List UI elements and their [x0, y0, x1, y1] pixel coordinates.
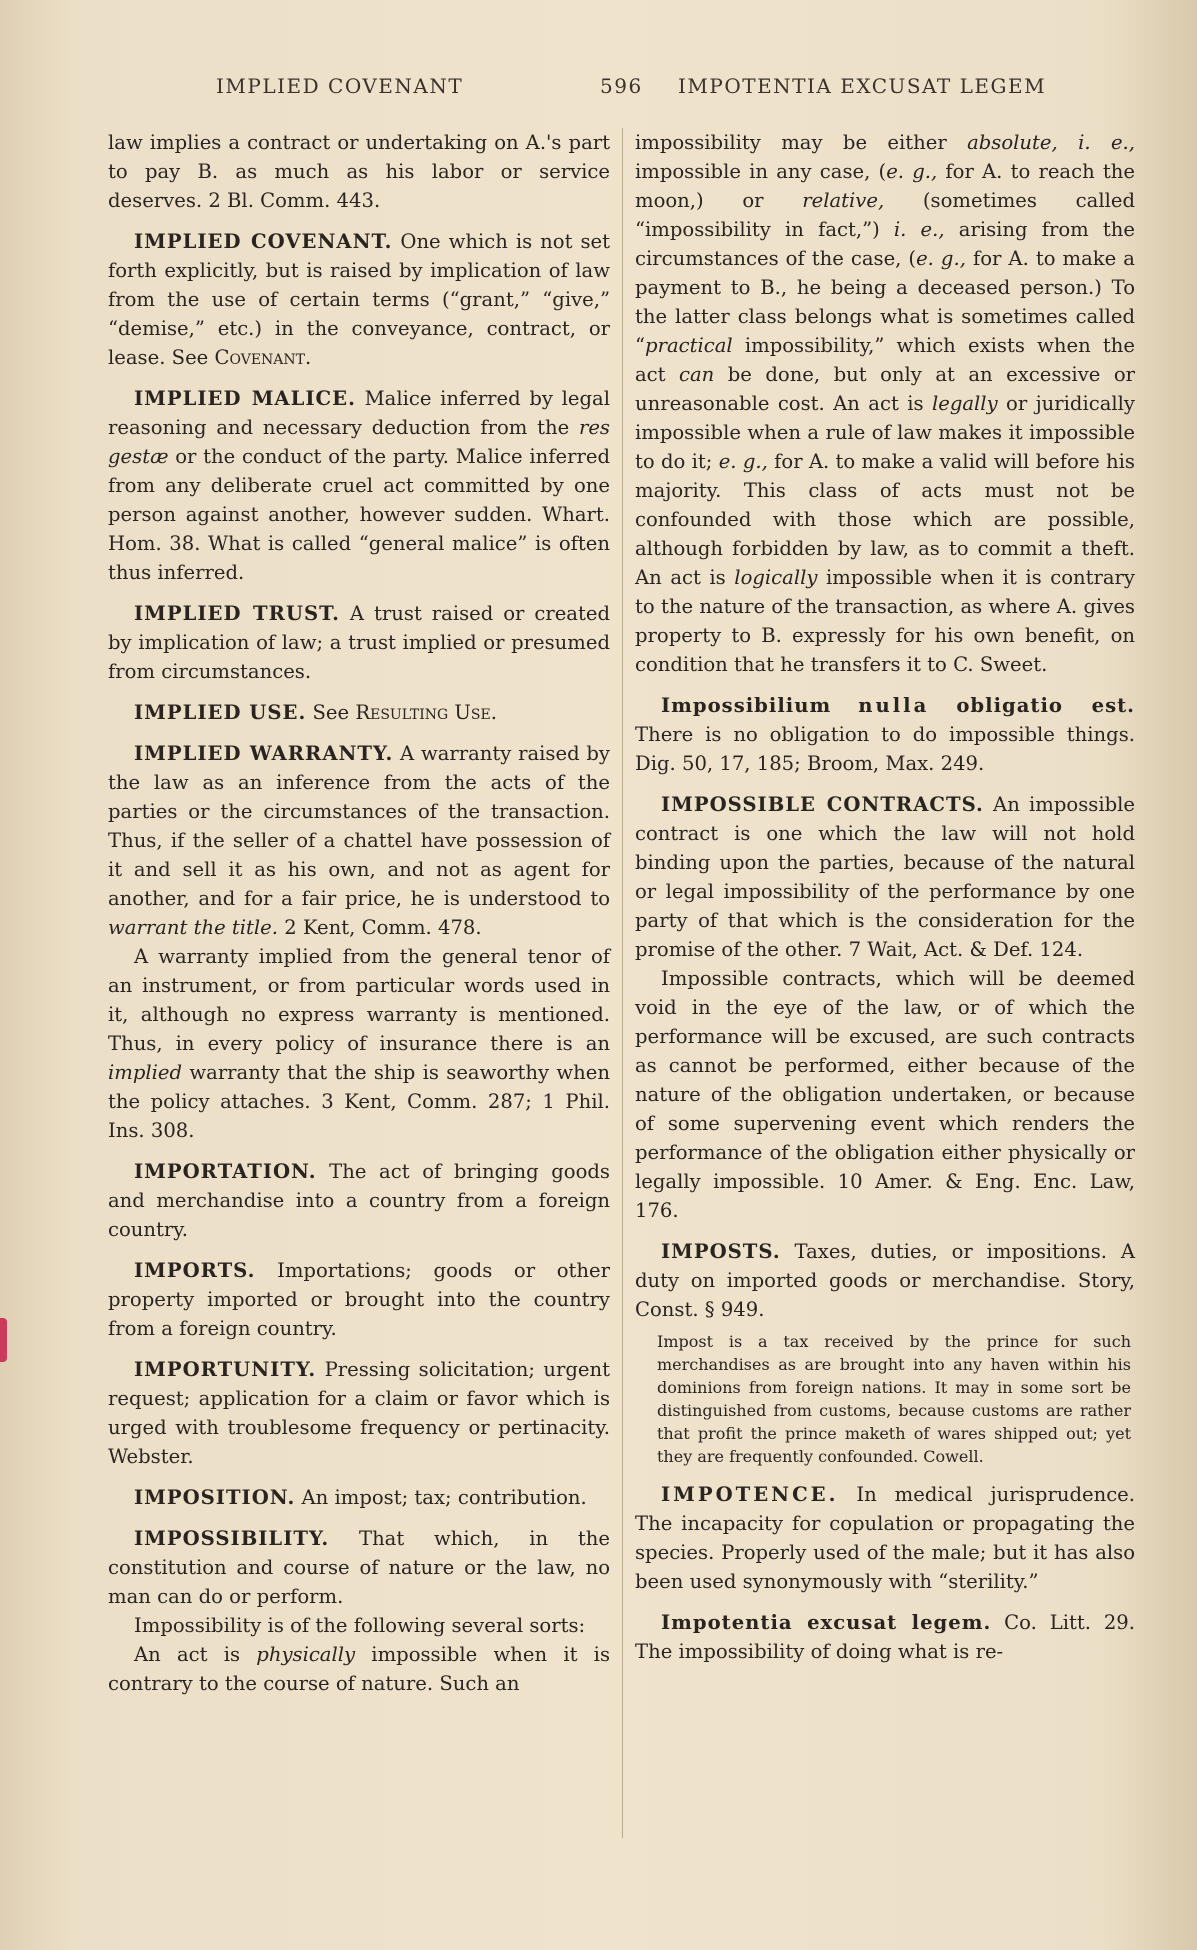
entry-text: That which, in the constitution and course of nature or the law, no man can do or perform.: [108, 1527, 610, 1608]
entry-italic: e. g.,: [886, 160, 938, 183]
entry-text: impossible in any case, (: [635, 160, 887, 183]
entry-implied-covenant: [108, 227, 610, 372]
entry-text: or the conduct of the party. Malice inferred from any deliberate cruel act committed by one person against another, however sudden. Whart. Hom. 38. What is called “general malice” is often thus inferred.: [108, 445, 610, 584]
entry-italic: e. g.,: [718, 450, 768, 473]
entry-text: Pressing solicitation; urgent request; application for a claim or favor which is urged with troublesome frequency or pertinacity. Webster.: [108, 1358, 610, 1468]
entry-term: IMPOTENCE.: [661, 1483, 839, 1506]
entry-imposts: [635, 1237, 1135, 1324]
entry-text: See: [306, 701, 356, 724]
entry-term: Impotentia excusat legem.: [661, 1611, 992, 1634]
entry-text: One which is not set forth explicitly, but is raised by implication of law from the use of certain terms (“grant,” “give,” “demise,” etc.) in the conveyance, contract, or lease. See: [108, 230, 610, 369]
entry-impossibility-continued: [635, 128, 1135, 679]
entry-text: impossibility,” which exists when the act: [635, 334, 1135, 386]
entry-italic: legally: [931, 392, 998, 415]
entry-implied-malice: [108, 384, 610, 587]
entry-importation: [108, 1157, 610, 1244]
column-divider: [622, 128, 623, 1838]
entry-text: An act is: [134, 1643, 257, 1666]
maxim-word: obligatio est.: [956, 694, 1135, 717]
entry-text: Co. Litt. 29. The impossibility of doing what is re-: [635, 1611, 1135, 1663]
entry-implied-trust: [108, 599, 610, 686]
entry-text: Malice inferred by legal reasoning and necessary deduction from the: [108, 387, 610, 439]
entry-italic: warrant the title.: [108, 916, 279, 939]
entry-maxim-impossibilium: [635, 691, 1135, 778]
cross-reference: Resulting Use: [355, 701, 491, 724]
running-header: [0, 74, 1197, 104]
entry-impossible-contracts-p2: Impossible contracts, which will be deemed void in the eye of the law, or of which the performance will be excused, are such contracts as cannot be performed, either because of the nature of the obligation undertaken, or because of some supervening event which renders the performance of the obligation either physically or legally impossible. 10 Amer. & Eng. Enc. Law, 176.: [635, 967, 1135, 1222]
entry-implied-use: [108, 698, 610, 727]
entry-importunity: [108, 1355, 610, 1471]
entry-impossibility-p3: [108, 1640, 610, 1698]
entry-term: IMPOSTS.: [661, 1240, 781, 1263]
entry-text: (sometimes called “impossibility in fact,”): [635, 189, 1135, 241]
entry-impossible-contracts: [635, 790, 1135, 964]
header-left-guide-word: IMPLIED COVENANT: [216, 74, 464, 98]
entry-impotence: [635, 1480, 1135, 1596]
entry-term: IMPLIED USE.: [134, 701, 307, 724]
entry-italic: physically: [256, 1643, 356, 1666]
entry-term: IMPOSSIBLE CONTRACTS.: [661, 793, 984, 816]
entry-text: or juridically impossible when a rule of law makes it impossible to do it;: [635, 392, 1135, 473]
entry-implied-warranty-p2: [108, 942, 610, 1145]
entry-text: impossibility may be either: [635, 131, 968, 154]
cross-reference: Covenant: [214, 346, 306, 369]
entry-text: impossible when it is contrary to the course of nature. Such an: [108, 1643, 610, 1695]
entry-text: A warranty implied from the general tenor of an instrument, or from particular words used in it, although no express warranty is mentioned. Thus, in every policy of insurance there is an: [108, 945, 610, 1055]
entry-italic: logically: [734, 566, 818, 589]
entry-text: An impossible contract is one which the law will not hold binding upon the parties, because of the natural or legal impossibility of the performance by one party of that which is the consideration for the promise of the other. 7 Wait, Act. & Def. 124.: [635, 793, 1136, 961]
entry-italic: implied: [108, 1061, 183, 1084]
entry-text: A trust raised or created by implication of law; a trust implied or presumed from circumstances.: [108, 602, 610, 683]
entry-text: warranty that the ship is seaworthy when the policy attaches. 3 Kent, Comm. 287; 1 Phil. Ins. 308.: [108, 1061, 610, 1142]
entry-term: IMPLIED COVENANT.: [134, 230, 393, 253]
entry-text: Importations; goods or other property imported or brought into the country from a foreign country.: [108, 1259, 610, 1340]
entry-term: IMPLIED WARRANTY.: [134, 742, 394, 765]
entry-text: for A. to make a valid will before his majority. This class of acts must not be confounded with those which are possible, although forbidden by law, as to commit a theft. An act is: [635, 450, 1135, 589]
entry-text: In medical jurisprudence. The incapacity for copulation or propagating the species. Properly used of the male; but it has also been used synonymously with “sterility.”: [635, 1483, 1135, 1593]
entry-italic: absolute, i. e.,: [967, 131, 1136, 154]
left-column: [108, 128, 610, 1698]
right-column: [635, 128, 1135, 1666]
header-right-guide-word: IMPOTENTIA EXCUSAT LEGEM: [678, 74, 1047, 98]
entry-term: IMPORTS.: [134, 1259, 256, 1282]
entry-text: be done, but only at an excessive or unreasonable cost. An act is: [635, 363, 1135, 415]
entry-text: The act of bringing goods and merchandise into a country from a foreign country.: [108, 1160, 610, 1241]
entry-italic: e. g.,: [916, 247, 966, 270]
entry-term: IMPLIED TRUST.: [134, 602, 340, 625]
entry-text: Taxes, duties, or impositions. A duty on imported goods or merchandise. Story, Const. § 949.: [635, 1240, 1135, 1321]
entry-italic: res gestæ: [108, 416, 610, 468]
entry-term: IMPORTATION.: [134, 1160, 317, 1183]
entry-text: An impost; tax; contribution.: [295, 1486, 587, 1509]
entry-italic: relative,: [802, 189, 885, 212]
entry-imposts-note: Impost is a tax received by the prince for such merchandises as are brought into any haven within his dominions from foreign nations. It may in some sort be distinguished from customs, because customs are rather that profit the prince maketh of wares shipped out; yet they are frequently confounded. Cowell.: [657, 1332, 1131, 1466]
entry-italic: can: [679, 363, 715, 386]
entry-text: There is no obligation to do impossible things. Dig. 50, 17, 185; Broom, Max. 249.: [635, 723, 1135, 775]
entry-term: IMPOSITION.: [134, 1486, 296, 1509]
entry-impossibility-p2: Impossibility is of the following several sorts:: [134, 1614, 586, 1637]
maxim-word: nulla: [858, 694, 930, 717]
entry-impossibility: [108, 1524, 610, 1611]
entry-text-end: .: [305, 346, 312, 369]
entry-term: IMPORTUNITY.: [134, 1358, 317, 1381]
entry-impotentia: [635, 1608, 1135, 1666]
page-edge-tab: [0, 1318, 7, 1362]
entry-italic: practical: [645, 334, 733, 357]
entry-continuation: law implies a contract or undertaking on A.'s part to pay B. as much as his labor or service deserves. 2 Bl. Comm. 443.: [108, 131, 610, 212]
entry-imposition: [108, 1483, 610, 1512]
entry-text: for A. to make a payment to B., he being a deceased person.) To the latter class belongs what is sometimes called “: [635, 247, 1135, 357]
entry-text: A warranty raised by the law as an inference from the acts of the parties or the circumstances of the transaction. Thus, if the seller of a chattel have possession of it and sell it as his own, and not as agent for another, and for a fair price, he is understood to: [108, 742, 610, 910]
entry-text: 2 Kent, Comm. 478.: [278, 916, 482, 939]
entry-text: for A. to reach the moon,) or: [635, 160, 1135, 212]
entry-italic: i. e.,: [893, 218, 945, 241]
entry-term: IMPLIED MALICE.: [134, 387, 356, 410]
entry-text-end: .: [490, 701, 497, 724]
maxim-word: Impossibilium: [661, 694, 832, 717]
entry-text: arising from the circumstances of the case, (: [635, 218, 1135, 270]
entry-text: impossible when it is contrary to the nature of the transaction, as where A. gives property to B. expressly for his own benefit, on condition that he transfers it to C. Sweet.: [635, 566, 1135, 676]
entry-term: IMPOSSIBILITY.: [134, 1527, 330, 1550]
page-number: 596: [600, 74, 643, 98]
entry-implied-warranty: [108, 739, 610, 942]
entry-imports: [108, 1256, 610, 1343]
